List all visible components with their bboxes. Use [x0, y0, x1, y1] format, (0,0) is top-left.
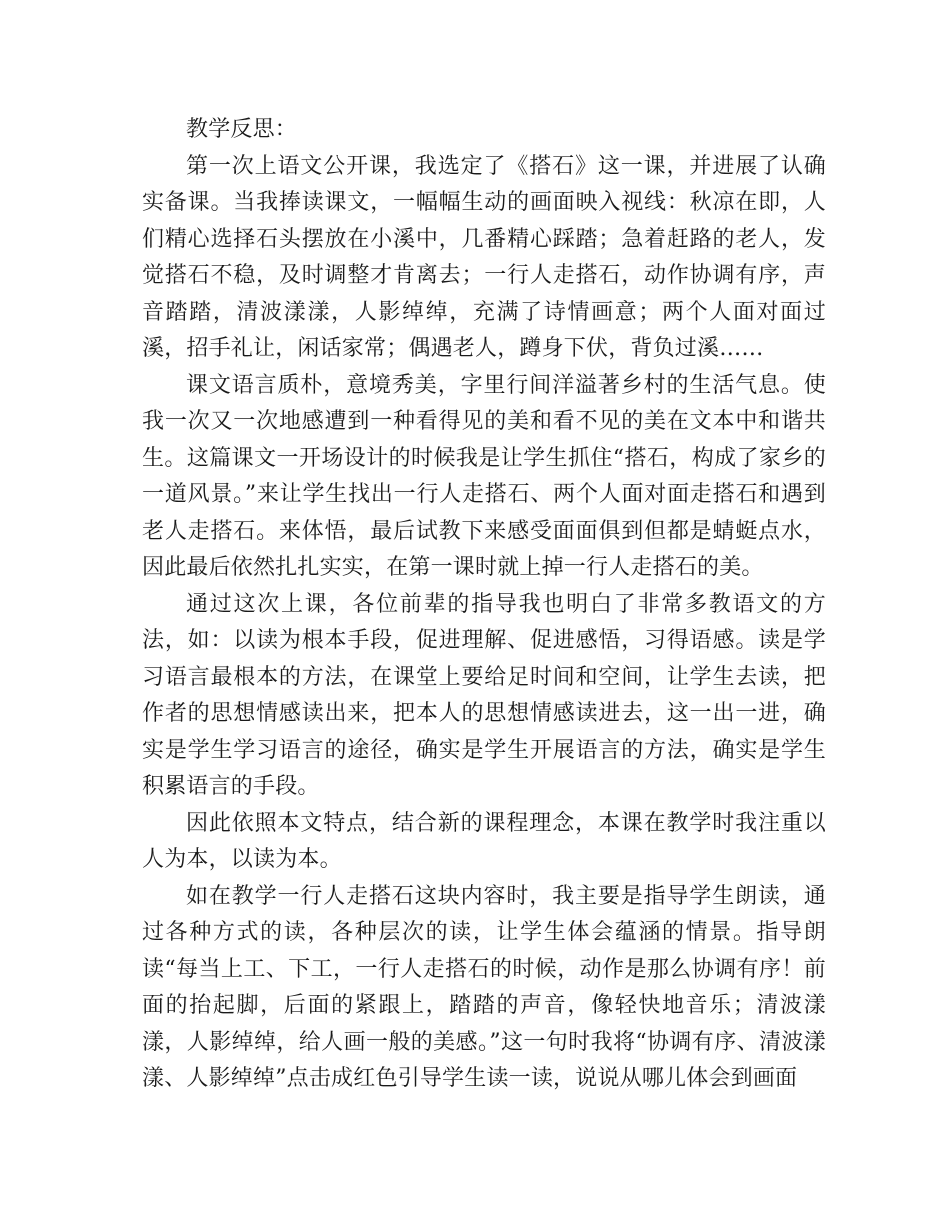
paragraph-2: 课文语言质朴，意境秀美，字里行间洋溢著乡村的生活气息。使我一次又一次地感遭到一种看得见的美和看不见的美在文本中和谐共生。这篇课文一开场设计的时候我是让学生抓住“搭石，构成了家乡的一道风景。”来让学生找出一行人走搭石、两个人面对面走搭石和遇到老人走搭石。来体悟，最后试教下来感受面面俱到但都是蜻蜓点水，因此最后依然扎扎实实，在第一课时就上掉一行人走搭石的美。: [142, 372, 826, 580]
document-page: [142, 112, 826, 1098]
paragraph-1: 第一次上语文公开课，我选定了《搭石》这一课，并进展了认确实备课。当我捧读课文，一幅幅生动的画面映入视线：秋凉在即，人们精心选择石头摆放在小溪中，几番精心踩踏；急着赶路的老人，发觉搭石不稳，及时调整才肯离去；一行人走搭石，动作协调有序，声音踏踏，清波漾漾，人影绰绰，充满了诗情画意；两个人面对面过溪，招手礼让，闲话家常；偶遇老人，蹲身下伏，背负过溪……: [142, 153, 826, 361]
paragraph-5: 如在教学一行人走搭石这块内容时，我主要是指导学生朗读，通过各种方式的读，各种层次的读，让学生体会蕴涵的情景。指导朗读“每当上工、下工，一行人走搭石的时候，动作是那么协调有序！前面的抬起脚，后面的紧跟上，踏踏的声音，像轻快地音乐；清波漾漾，人影绰绰，给人画一般的美感。”这一句时我将“协调有序、清波漾漾、人影绰绰”点击成红色引导学生读一读，说说从哪儿体会到画面: [142, 883, 826, 1091]
paragraph-4: 因此依照本文特点，结合新的课程理念，本课在教学时我注重以人为本，以读为本。: [142, 810, 826, 872]
section-heading: 教学反思：: [186, 117, 298, 142]
paragraph-3: 通过这次上课，各位前辈的指导我也明白了非常多教语文的方法，如：以读为根本手段，促进理解、促进感悟，习得语感。读是学习语言最根本的方法，在课堂上要给足时间和空间，让学生去读，把作者的思想情感读出来，把本人的思想情感读进去，这一出一进，确实是学生学习语言的途径，确实是学生开展语言的方法，确实是学生积累语言的手段。: [142, 591, 826, 799]
